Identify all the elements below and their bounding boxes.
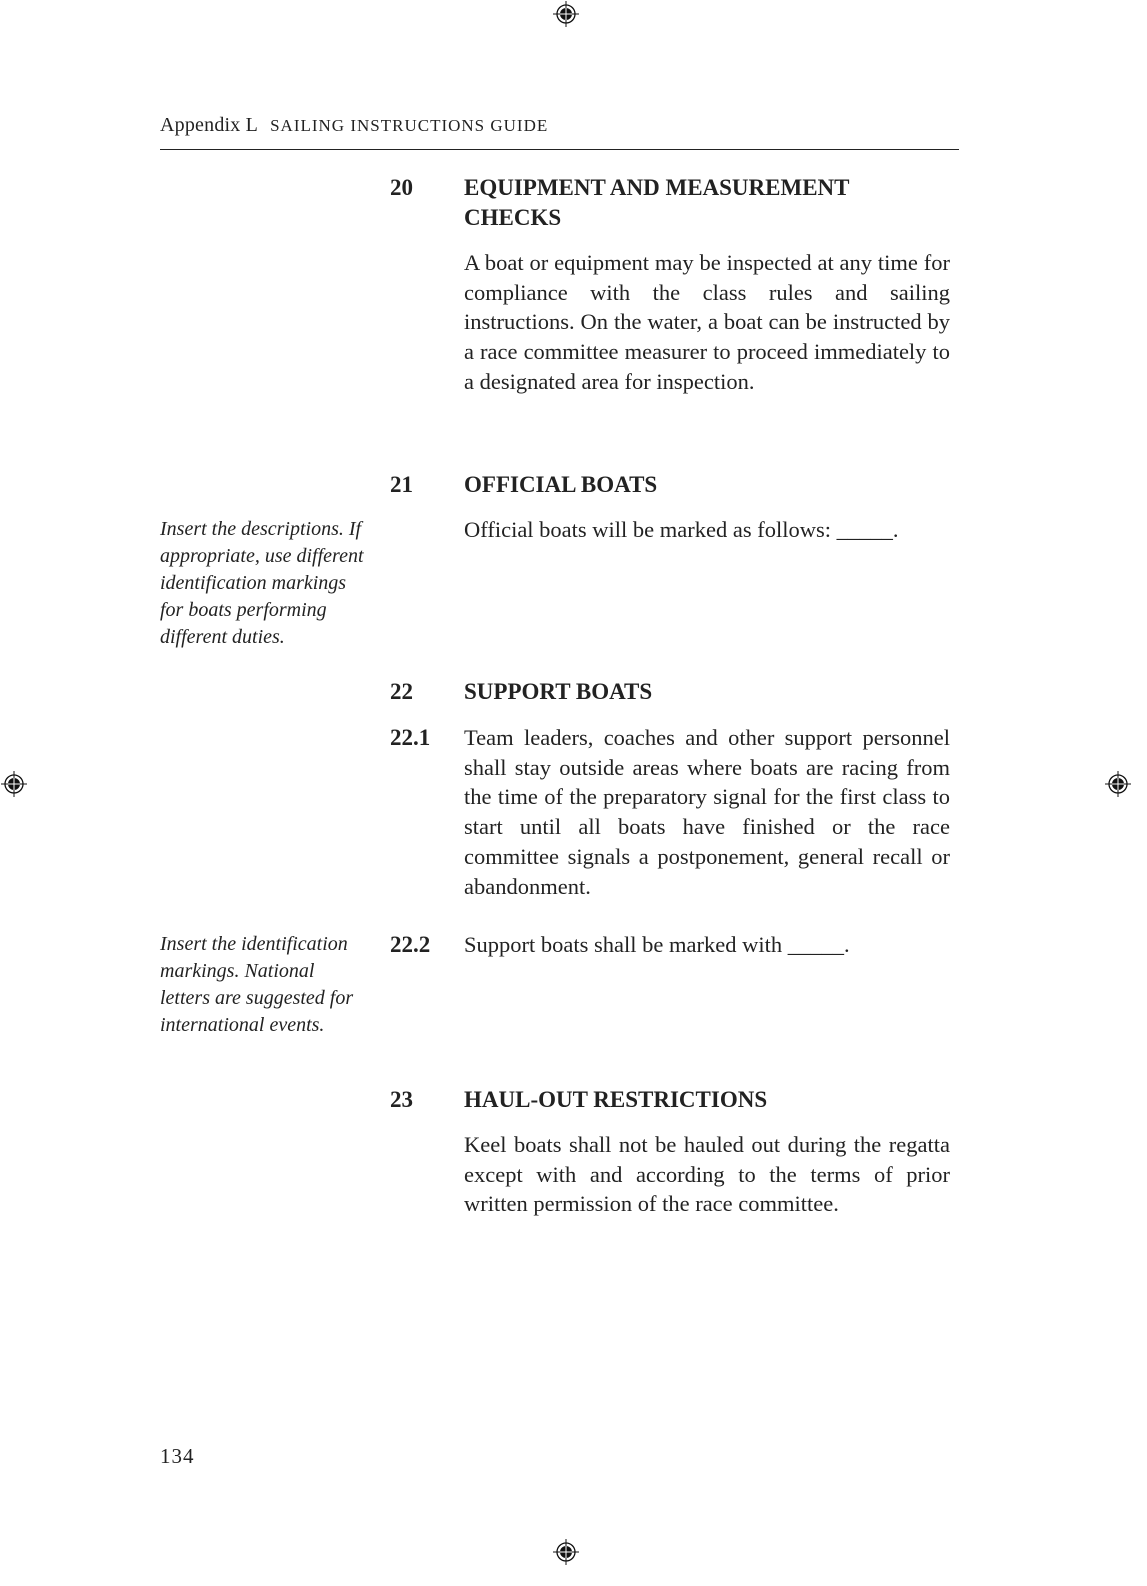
running-header [160, 114, 548, 137]
registration-mark-icon [1104, 770, 1132, 798]
section-heading: HAUL-OUT RESTRICTIONS [464, 1087, 768, 1112]
header-rule [160, 149, 959, 150]
section-text: A boat or equipment may be inspected at any time for compliance with the class rules and sailing instructions. On the water, a boat can be instructed by a race committee measurer to proceed immediately to a designated area for inspection. [464, 250, 950, 394]
section-heading: SUPPORT BOATS [464, 679, 653, 704]
section-text: Official boats will be marked as follows: _____. [464, 517, 899, 542]
section-number: 22 [390, 679, 413, 704]
section-text: Keel boats shall not be hauled out during the regatta except with and according to the terms of prior written permission of the race committee. [464, 1132, 950, 1217]
margin-note: Insert the identification markings. National letters are suggested for international events. [160, 933, 354, 1037]
section-number: 20 [390, 175, 413, 200]
subsection-text: Team leaders, coaches and other support personnel shall stay outside areas where boats are racing from the time of the preparatory signal for the first class to start until all boats have finished or the race committee signals a postponement, general recall or abandonment. [464, 725, 950, 899]
page-number: 134 [160, 1444, 195, 1468]
section-number: 23 [390, 1087, 413, 1112]
subsection-number: 22.2 [390, 932, 431, 957]
subsection-text: Support boats shall be marked with _____. [464, 932, 850, 957]
registration-mark-icon [552, 0, 580, 28]
registration-mark-icon [552, 1538, 580, 1566]
section-heading: OFFICIAL BOATS [464, 472, 658, 497]
section-heading [464, 173, 934, 233]
header-appendix: Appendix L [160, 114, 259, 136]
section-number: 21 [390, 472, 413, 497]
margin-note: Insert the descriptions. If appropriate, use different identification markings for boats performing different duties. [160, 518, 364, 649]
subsection-number: 22.1 [390, 725, 431, 750]
heading-line: CHECKS [464, 205, 562, 230]
heading-line: EQUIPMENT AND MEASUREMENT [464, 175, 850, 200]
header-title: SAILING INSTRUCTIONS GUIDE [270, 116, 549, 135]
registration-mark-icon [0, 770, 28, 798]
